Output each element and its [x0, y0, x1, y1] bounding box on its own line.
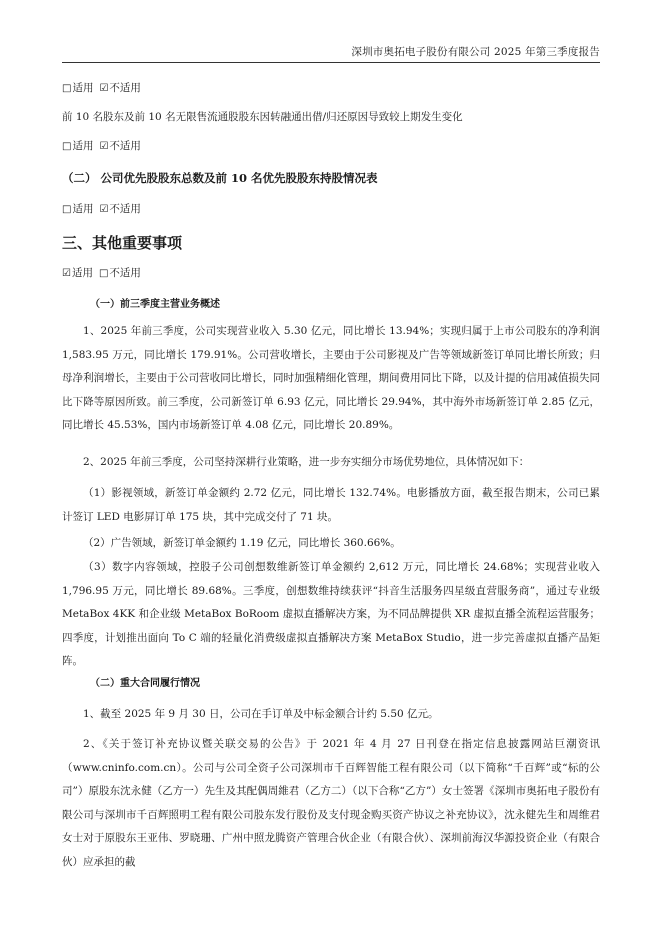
option-applicable: 适用: [72, 203, 94, 215]
checkbox-checked-icon[interactable]: ☑: [99, 141, 109, 152]
checkbox-unchecked-icon[interactable]: □: [62, 83, 72, 94]
checkbox-checked-icon[interactable]: ☑: [62, 268, 71, 279]
checkbox-unchecked-icon[interactable]: □: [62, 204, 72, 215]
checkbox-checked-icon[interactable]: ☑: [99, 83, 109, 94]
applicable-options-4: [62, 265, 141, 280]
applicable-options-3: [62, 201, 141, 216]
preferred-shareholders-heading: （二） 公司优先股股东总数及前 10 名优先股股东持股情况表: [62, 171, 378, 185]
paragraph-digital-content-segment: （3）数字内容领域，控股子公司创想数维新签订单金额约 2,612 万元，同比增长 24.68%；实现营业收入 1,796.95 万元，同比增长 89.68%。三季度，创想数维持续获评“抖音生活服务四星级直营服务商”，通过专业级 MetaBox 4KK 和企业级 MetaBox BoRoom 虚拟直播解决方案，为不同品牌提供 XR 虚拟直播全流程运营服务；四季度，计划推出面向 To C 端的轻量化消费级虚拟直播解决方案 MetaBox Studio，进一步完善虚拟直播产品矩阵。: [62, 561, 600, 667]
applicable-options-2: [62, 138, 141, 153]
share-lending-note: 前 10 名股东及前 10 名无限售流通股股东因转融通出借/归还原因导致较上期发生变化: [62, 111, 463, 123]
option-applicable: 适用: [72, 82, 94, 94]
option-not-applicable: 不适用: [109, 203, 141, 215]
paragraph-film-segment: （1）影视领域，新签订单金额约 2.72 亿元，同比增长 132.74%。电影播放方面，截至报告期末，公司已累计签订 LED 电影屏订单 175 块，其中完成交付了 71 块。: [62, 487, 600, 523]
option-applicable: 适用: [72, 140, 94, 152]
section-heading-other-matters: 三、其他重要事项: [62, 234, 183, 252]
checkbox-unchecked-icon[interactable]: □: [98, 268, 109, 279]
paragraph-revenue-summary: 1、2025 年前三季度，公司实现营业收入 5.30 亿元，同比增长 13.94%；实现归属于上市公司股东的净利润 1,583.95 万元，同比增长 179.91%。公司营收增长，主要由于公司影视及广告等领域新签订单同比增长所致；归母净利润增长，主要由于公司营收同比增长，同时加强精细化管理，期间费用同比下降，以及计提的信用减值损失同比下降等原因所致。前三季度，公司新签订单 6.93 亿元，同比增长 29.94%，其中海外市场新签订单 2.85 亿元，同比增长 45.53%，国内市场新签订单 4.08 亿元，同比增长 20.89%。: [62, 325, 600, 431]
applicable-options-1: [62, 80, 141, 95]
option-not-applicable: 不适用: [109, 267, 141, 279]
checkbox-checked-icon[interactable]: ☑: [99, 204, 109, 215]
paragraph-supplementary-agreement: 2、《关于签订补充协议暨关联交易的公告》于 2021 年 4 月 27 日刊登在指定信息披露网站巨潮资讯（www.cninfo.com.cn）。公司与公司全资子公司深圳市千百辉智能工程有限公司（以下简称“千百辉”或“标的公司”）原股东沈永健（乙方一）先生及其配偶周維君（乙方二）（以下合称“乙方”）女士签署《深圳市奥拓电子股份有限公司与深圳市千百辉照明工程有限公司股东发行股份及支付现金购买资产协议之补充协议》，沈永健先生和周维君女士对于原股东王亚伟、罗晓珊、广州中照龙腾资产管理合伙企业（有限合伙）、深圳前海汉华源投资企业（有限合伙）应承担的截: [62, 738, 600, 868]
option-applicable: 适用: [71, 267, 93, 279]
page-header: 深圳市奥拓电子股份有限公司 2025 年第三季度报告: [62, 44, 600, 63]
checkbox-unchecked-icon[interactable]: □: [62, 141, 72, 152]
subsection-heading-major-contracts: （二）重大合同履行情况: [90, 678, 200, 689]
option-not-applicable: 不适用: [109, 82, 141, 94]
paragraph-advertising-segment: （2）广告领域，新签订单金额约 1.19 亿元，同比增长 360.66%。: [83, 537, 401, 549]
paragraph-strategy: 2、2025 年前三季度，公司坚持深耕行业策略，进一步夯实细分市场优势地位，具体情况如下：: [83, 456, 530, 468]
option-not-applicable: 不适用: [109, 140, 141, 152]
paragraph-order-backlog: 1、截至 2025 年 9 月 30 日，公司在手订单及中标金额合计约 5.50 亿元。: [83, 708, 439, 720]
subsection-heading-business-overview: （一）前三季度主营业务概述: [90, 299, 220, 310]
